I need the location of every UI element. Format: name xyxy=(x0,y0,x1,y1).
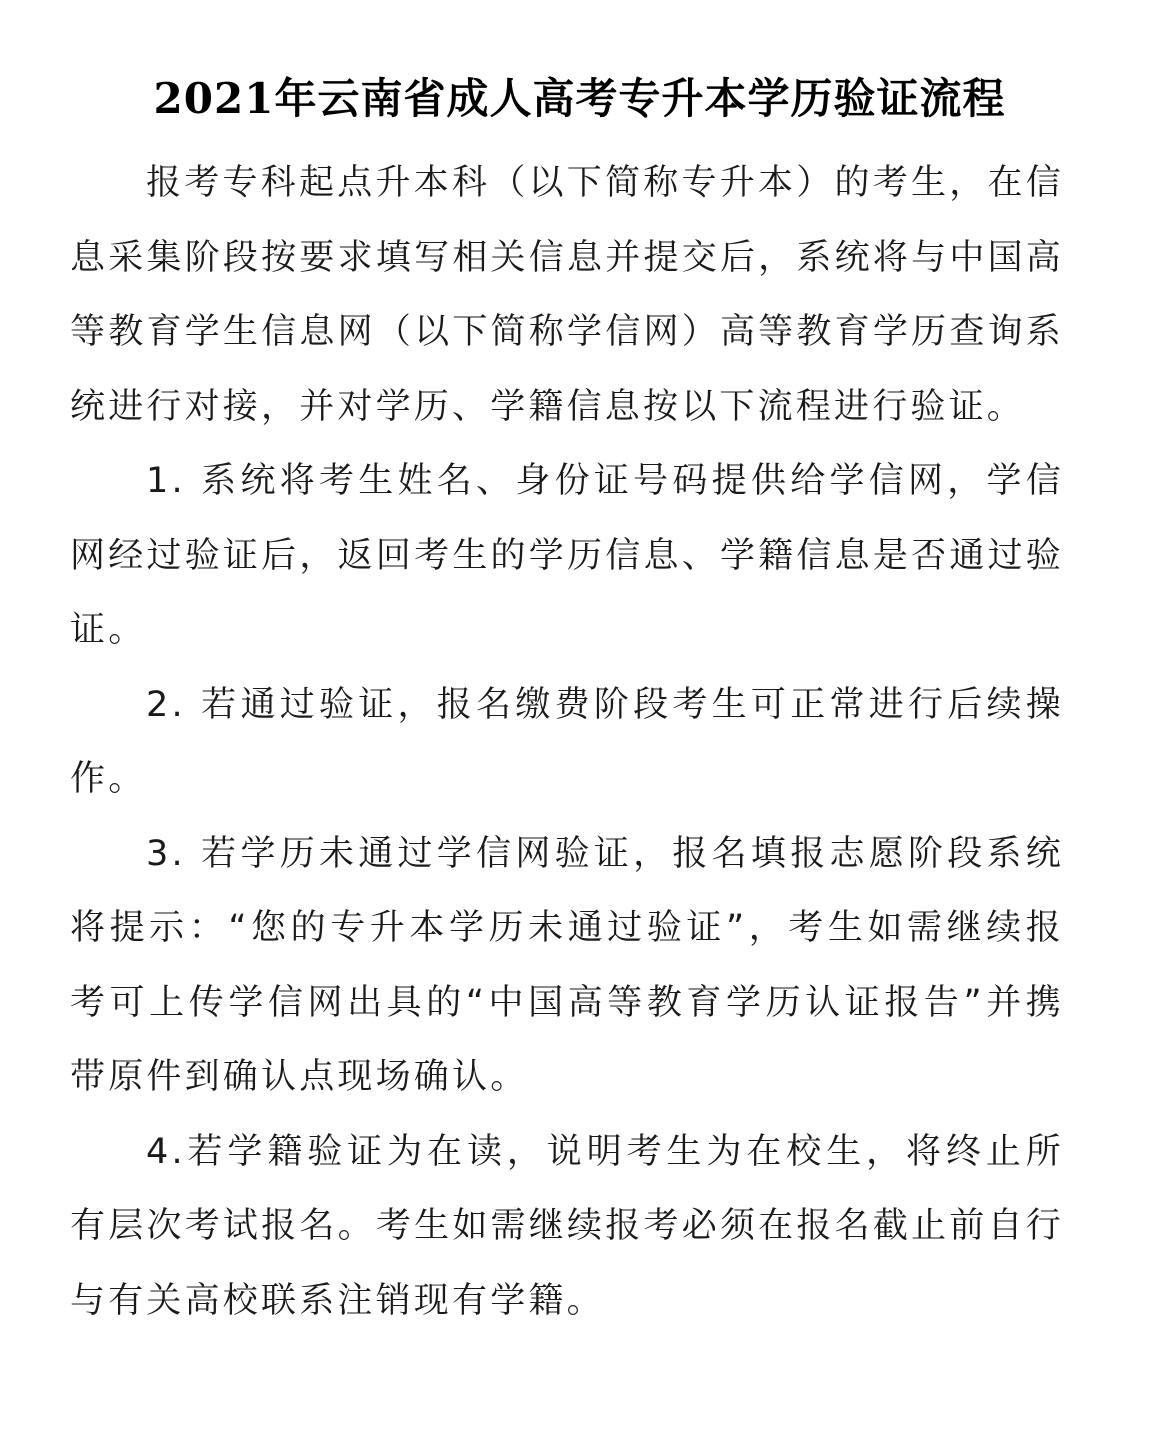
intro-paragraph: 报考专科起点升本科（以下简称专升本）的考生，在信息采集阶段按要求填写相关信息并提交后，系统将与中国高等教育学生信息网（以下简称学信网）高等教育学历查询系统进行对接，并对学历、学籍信息按以下流程进行验证。 xyxy=(70,163,1064,427)
step-3-paragraph: 3. 若学历未通过学信网验证，报名填报志愿阶段系统将提示：“您的专升本学历未通过验证”，考生如需继续报考可上传学信网出具的“中国高等教育学历认证报告”并携带原件到确认点现场确认。 xyxy=(70,833,1064,1097)
document-body xyxy=(70,146,1064,1338)
step-2-paragraph: 2. 若通过验证，报名缴费阶段考生可正常进行后续操作。 xyxy=(70,684,1064,799)
step-1-paragraph: 1. 系统将考生姓名、身份证号码提供给学信网，学信网经过验证后，返回考生的学历信息、学籍信息是否通过验证。 xyxy=(70,461,1064,650)
step-4-paragraph: 4.若学籍验证为在读，说明考生为在校生，将终止所有层次考试报名。考生如需继续报考必须在报名截止前自行与有关高校联系注销现有学籍。 xyxy=(70,1131,1064,1321)
document-title: 2021年云南省成人高考专升本学历验证流程 xyxy=(153,74,1006,124)
